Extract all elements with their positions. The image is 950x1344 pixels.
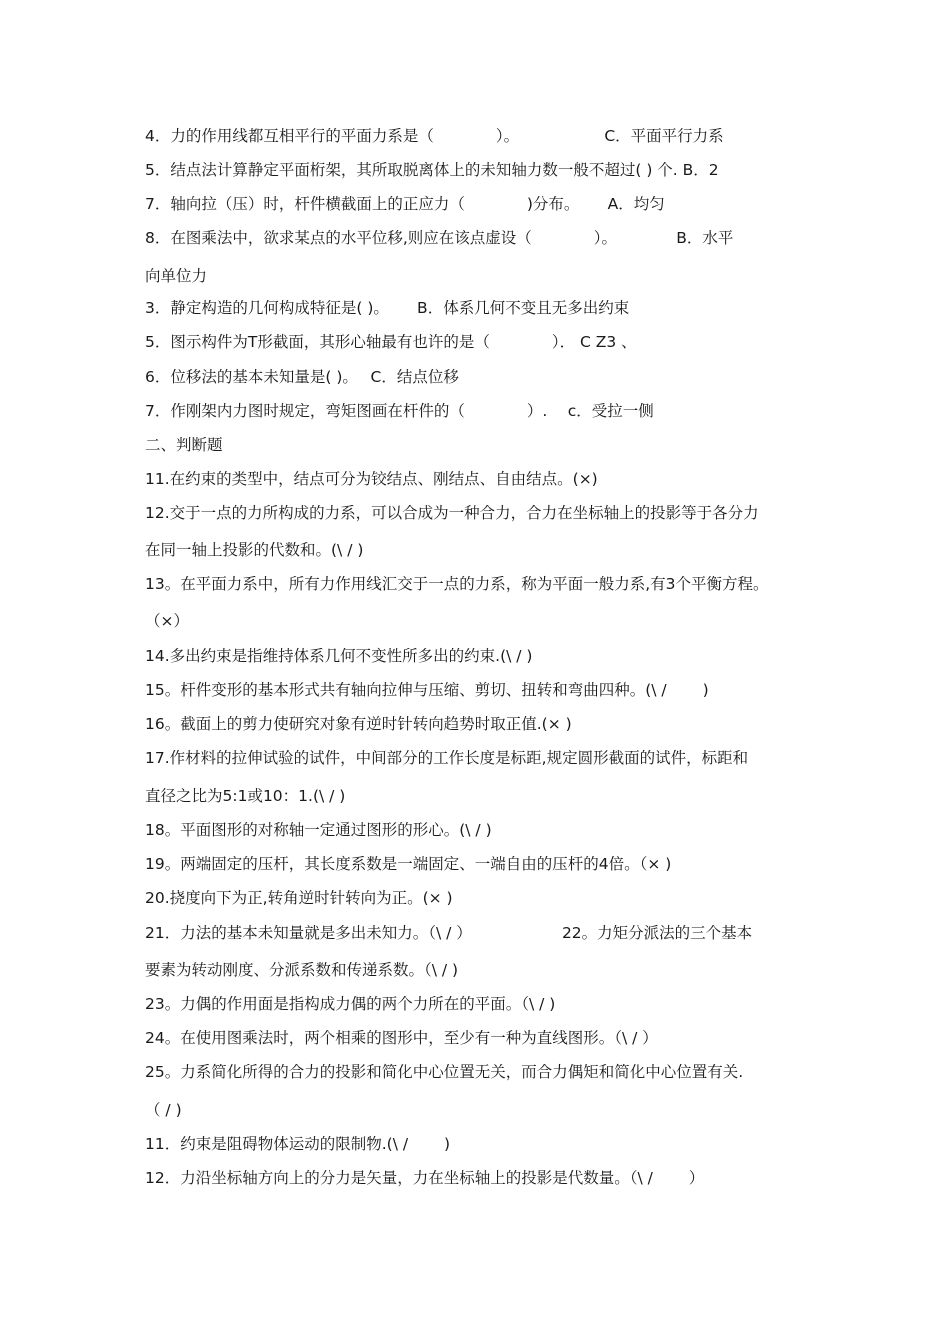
- text-line: 7．作刚架内力图时规定，弯矩图画在杆件的（ ）. c．受拉一侧: [145, 402, 654, 420]
- text-line: 20.挠度向下为正,转角逆时针转向为正。(× ): [145, 889, 453, 907]
- text-line: （ / ): [145, 1101, 182, 1119]
- text-line: 18。平面图形的对称轴一定通过图形的形心。(\ / ): [145, 821, 492, 839]
- text-line: 5．结点法计算静定平面桁架，其所取脱离体上的未知轴力数一般不超过( ) 个. B．2: [145, 161, 719, 179]
- text-line: 15。杆件变形的基本形式共有轴向拉伸与压缩、剪切、扭转和弯曲四种。(\ / ): [145, 681, 709, 699]
- text-line: 11．约束是阻碍物体运动的限制物.(\ / ): [145, 1135, 451, 1153]
- text-line: 14.多出约束是指维持体系几何不变性所多出的约束.(\ / ): [145, 647, 533, 665]
- text-line: 11.在约束的类型中，结点可分为铰结点、刚结点、自由结点。(×): [145, 470, 598, 488]
- section-heading: 二、判断题: [145, 436, 223, 454]
- text-line: 24。在使用图乘法时，两个相乘的图形中，至少有一种为直线图形。（\ / ）: [145, 1029, 658, 1047]
- text-line: 13。在平面力系中，所有力作用线汇交于一点的力系，称为平面一般力系,有3个平衡方程。: [145, 575, 769, 593]
- text-line: 17.作材料的拉伸试验的试件，中间部分的工作长度是标距,规定圆形截面的试件，标距和: [145, 749, 749, 767]
- text-line: 4．力的作用线都互相平行的平面力系是（ ）。 C．平面平行力系: [145, 127, 724, 145]
- text-line: 12.交于一点的力所构成的力系，可以合成为一种合力，合力在坐标轴上的投影等于各分力: [145, 504, 759, 522]
- text-line: 12．力沿坐标轴方向上的分力是矢量，力在坐标轴上的投影是代数量。（\ / ）: [145, 1169, 705, 1187]
- text-line: 23。力偶的作用面是指构成力偶的两个力所在的平面。（\ / ): [145, 995, 556, 1013]
- text-line: 直径之比为5:1或10：1.(\ / ): [145, 787, 346, 805]
- text-line: 21．力法的基本未知量就是多出未知力。（\ / ） 22。力矩分派法的三个基本: [145, 924, 753, 942]
- text-line: 8．在图乘法中，欲求某点的水平位移,则应在该点虚设（ ）。 B．水平: [145, 229, 734, 247]
- text-line: 19。两端固定的压杆，其长度系数是一端固定、一端自由的压杆的4倍。（× ): [145, 855, 672, 873]
- text-line: 5．图示构件为T形截面，其形心轴最有也许的是（ ）． C Z3 、: [145, 333, 637, 351]
- text-line: 25。力系简化所得的合力的投影和简化中心位置无关，而合力偶矩和简化中心位置有关.: [145, 1063, 744, 1081]
- text-line: 7．轴向拉（压）时，杆件横截面上的正应力（ )分布。 A．均匀: [145, 195, 665, 213]
- text-line: 要素为转动刚度、分派系数和传递系数。（\ / ): [145, 961, 459, 979]
- text-line: 3．静定构造的几何构成特征是( )。 B．体系几何不变且无多出约束: [145, 299, 630, 317]
- text-line: （×）: [145, 612, 189, 630]
- text-line: 向单位力: [145, 267, 208, 285]
- text-line: 16。截面上的剪力使研究对象有逆时针转向趋势时取正值.(× ): [145, 715, 572, 733]
- text-line: 6．位移法的基本未知量是( )。 C．结点位移: [145, 368, 459, 386]
- text-line: 在同一轴上投影的代数和。(\ / ): [145, 541, 364, 559]
